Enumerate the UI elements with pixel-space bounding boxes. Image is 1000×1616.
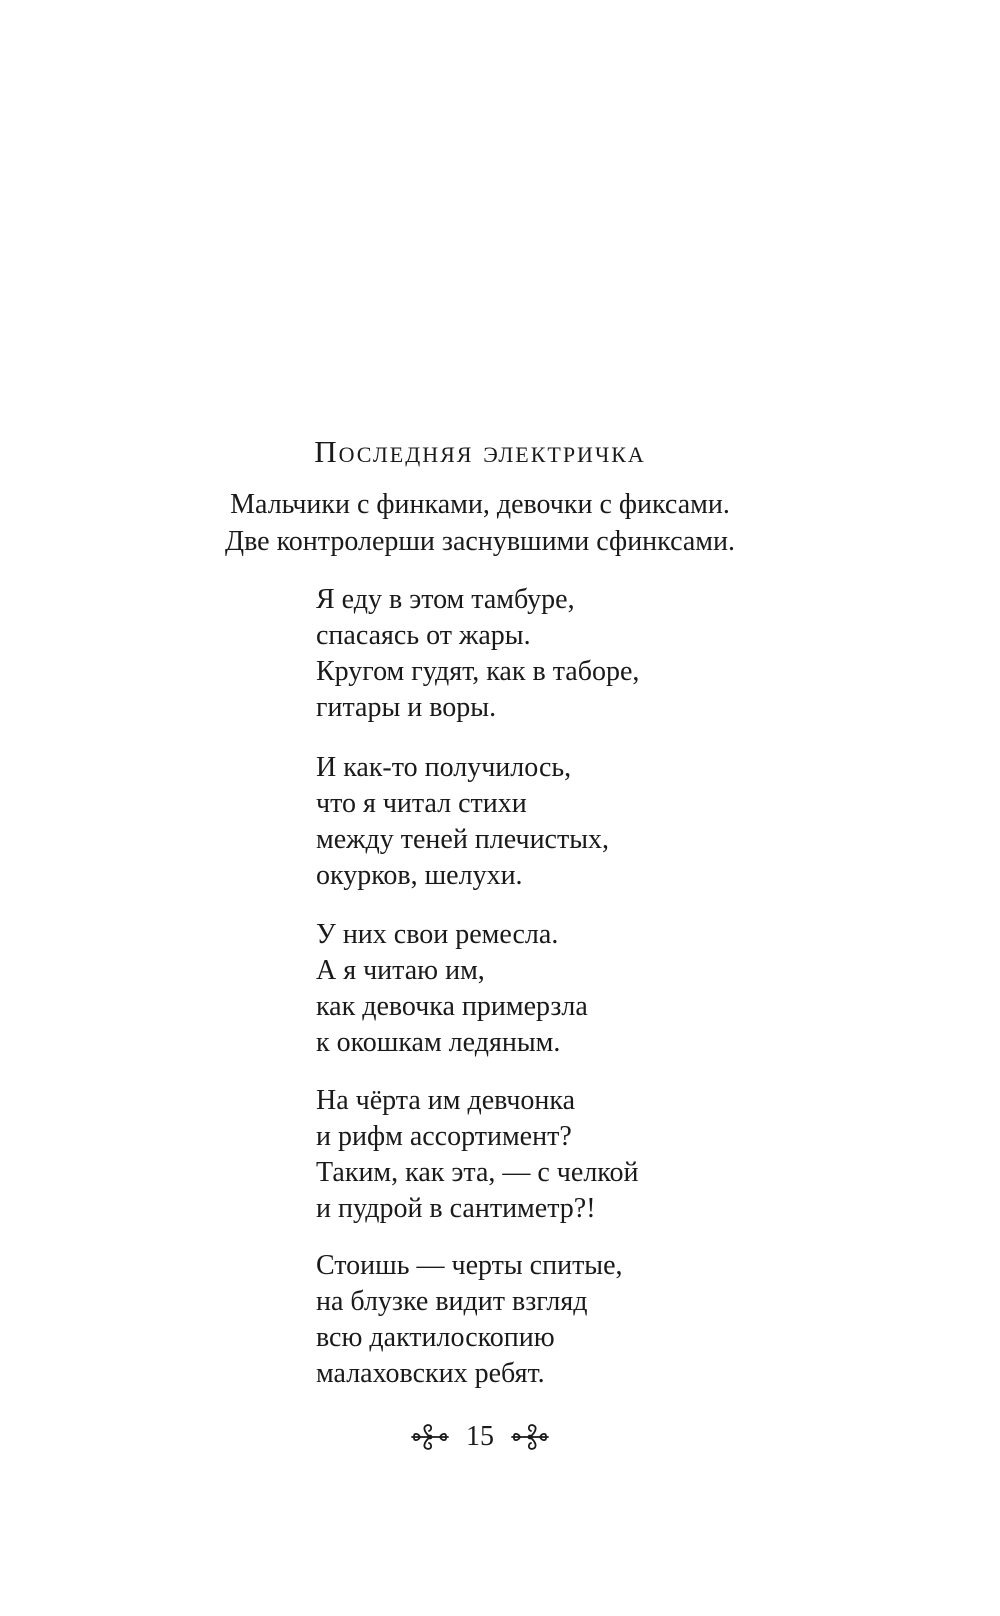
verse-line: спасаясь от жары. (316, 620, 531, 651)
fleuron-ornament-icon (510, 1422, 550, 1452)
verse-line: на блузке видит взгляд (316, 1286, 588, 1317)
verse-line: всю дактилоскопию (316, 1322, 555, 1353)
verse-line: окурков, шелухи. (316, 860, 523, 891)
verse-line: к окошкам ледяным. (316, 1027, 561, 1058)
page-number: 15 (466, 1421, 494, 1452)
verse-line: А я читаю им, (316, 955, 485, 986)
stanza-4 (316, 1083, 638, 1227)
verse-line: И как-то получилось, (316, 752, 572, 783)
verse-line: Таким, как эта, — с челкой (316, 1157, 639, 1188)
verse-line: Стоишь — черты спитые, (316, 1250, 623, 1281)
verse-line: На чёрта им девчонка (316, 1085, 575, 1116)
stanza-2 (316, 750, 609, 894)
poem-title: Последняя электричка (314, 434, 646, 469)
epigraph-line: Две контролерши заснувшими сфинксами. (225, 526, 735, 557)
poem-epigraph (0, 486, 960, 560)
epigraph-line: Мальчики с финками, девочки с фиксами. (230, 489, 730, 520)
page-footer (0, 1419, 960, 1455)
verse-line: как девочка примерзла (316, 991, 588, 1022)
verse-line: Кругом гудят, как в таборе, (316, 656, 640, 687)
stanza-1 (316, 582, 639, 726)
verse-line: Я еду в этом тамбуре, (316, 584, 575, 615)
stanza-5 (316, 1248, 623, 1392)
verse-line: между теней плечистых, (316, 824, 610, 855)
verse-line: и пудрой в сантиметр?! (316, 1193, 596, 1224)
verse-line: и рифм ассортимент? (316, 1121, 572, 1152)
verse-line: гитары и воры. (316, 692, 497, 723)
fleuron-ornament-icon (410, 1422, 450, 1452)
verse-line: малаховских ребят. (316, 1358, 545, 1389)
verse-line: что я читал стихи (316, 788, 527, 819)
stanza-3 (316, 917, 588, 1061)
verse-line: У них свои ремесла. (316, 919, 559, 950)
